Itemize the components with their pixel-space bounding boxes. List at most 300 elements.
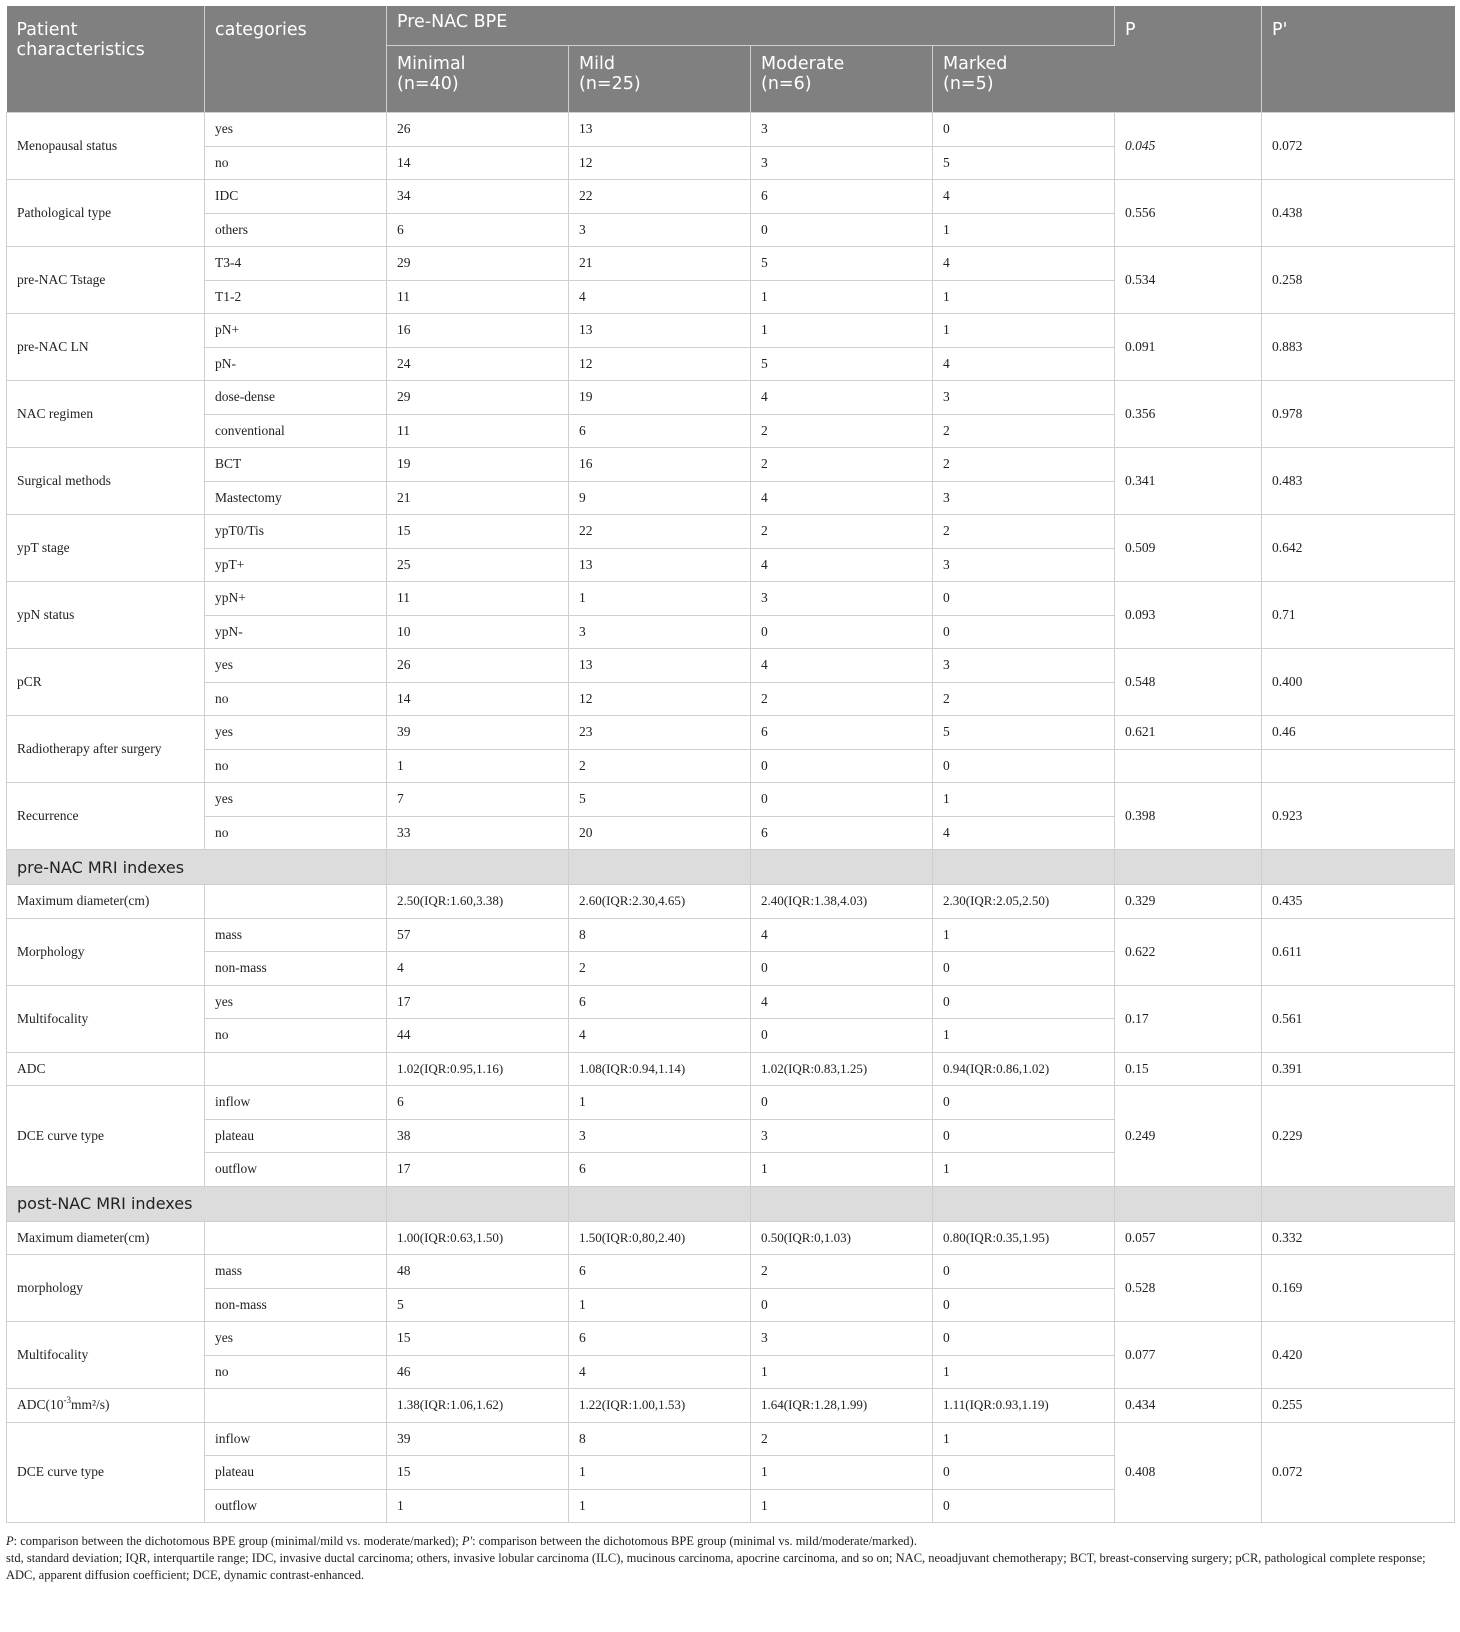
row-value: 25 [387,548,569,582]
row-value: 2 [933,448,1115,482]
table-row [7,885,1455,919]
adc-label-suffix: mm²/s) [71,1397,110,1413]
table-row [7,783,1455,817]
row-value: 3 [933,381,1115,415]
row-value: 57 [387,918,569,952]
row-value: 14 [387,682,569,716]
row-value: 2.60(IQR:2.30,4.65) [569,885,751,919]
row-value: 1.38(IQR:1.06,1.62) [387,1389,569,1423]
row-category: yes [205,1322,387,1356]
row-value: 5 [569,783,751,817]
table-row [7,1322,1455,1356]
adc-label-prefix: ADC(10 [17,1397,64,1413]
row-p-prime-value: 0.923 [1262,783,1455,850]
row-category-empty [205,885,387,919]
row-value: 2 [933,682,1115,716]
row-value: 5 [933,146,1115,180]
row-p-prime-value: 0.561 [1262,985,1455,1052]
section-cell [751,1186,933,1221]
section-cell [1262,1186,1455,1221]
table-row [7,582,1455,616]
row-value: 3 [569,615,751,649]
row-value: 1 [933,1355,1115,1389]
row-category-empty [205,1052,387,1086]
row-p-prime-value: 0.072 [1262,1422,1455,1523]
row-value: 0.50(IQR:0,1.03) [751,1221,933,1255]
row-value: 19 [387,448,569,482]
row-p-value: 0.093 [1115,582,1262,649]
row-value: 2 [933,515,1115,549]
table-row [7,381,1455,415]
header-moderate [751,46,933,113]
table-row [7,749,1455,783]
row-value: 3 [751,113,933,147]
row-category: non-mass [205,1288,387,1322]
row-value: 1 [933,1422,1115,1456]
table-footnotes [6,1533,1454,1584]
row-category-empty [205,1389,387,1423]
row-p-value: 0.249 [1115,1086,1262,1187]
row-value: 1.11(IQR:0.93,1.19) [933,1389,1115,1423]
section-cell [1115,850,1262,885]
row-p-prime-value: 0.978 [1262,381,1455,448]
row-value: 48 [387,1255,569,1289]
header-marked-label: Marked [943,54,1008,74]
row-value: 0 [933,1456,1115,1490]
row-p-value: 0.528 [1115,1255,1262,1322]
row-category: Mastectomy [205,481,387,515]
row-value: 1 [933,1019,1115,1053]
table-row [7,716,1455,750]
section-row [7,1186,1455,1221]
header-minimal-label: Minimal [397,54,466,74]
row-value: 1 [751,1489,933,1523]
row-characteristic: ypT stage [7,515,205,582]
row-value: 1 [751,1153,933,1187]
table-row [7,1221,1455,1255]
row-value: 2 [751,515,933,549]
header-mild-n: (n=25) [579,74,641,94]
header-mild-label: Mild [579,54,615,74]
row-p-prime-value: 0.169 [1262,1255,1455,1322]
row-value: 0.80(IQR:0.35,1.95) [933,1221,1115,1255]
row-value: 4 [387,952,569,986]
row-p-value: 0.556 [1115,180,1262,247]
row-value: 6 [569,985,751,1019]
row-p-value: 0.534 [1115,247,1262,314]
row-value: 7 [387,783,569,817]
row-value: 15 [387,1456,569,1490]
row-category: yes [205,716,387,750]
row-value: 21 [569,247,751,281]
row-value: 1.64(IQR:1.28,1.99) [751,1389,933,1423]
footnote-abbreviations: std, standard deviation; IQR, interquartile range; IDC, invasive ductal carcinoma; others, invasive lobular carcinoma (ILC), mucinous carcinoma, apocrine carcinoma, and so on; NAC, neoadjuvant chemotherapy; BCT, breast-conserving surgery; pCR, pathological complete response; ADC, apparent diffusion coefficient; DCE, dynamic contrast-enhanced. [6,1551,1426,1582]
row-value: 4 [933,247,1115,281]
row-value: 0 [933,952,1115,986]
section-label: post-NAC MRI indexes [7,1186,387,1221]
row-p-prime-value: 0.420 [1262,1322,1455,1389]
row-value: 22 [569,515,751,549]
row-value: 16 [387,314,569,348]
row-value: 0 [933,1489,1115,1523]
header-minimal-n: (n=40) [397,74,459,94]
row-value: 1 [933,1153,1115,1187]
row-value: 2 [569,952,751,986]
row-value: 11 [387,280,569,314]
row-characteristic: Pathological type [7,180,205,247]
row-value: 5 [387,1288,569,1322]
row-category: non-mass [205,952,387,986]
section-label: pre-NAC MRI indexes [7,850,387,885]
row-value: 3 [751,146,933,180]
row-p-prime-value: 0.400 [1262,649,1455,716]
row-p-prime-value: 0.258 [1262,247,1455,314]
row-value: 39 [387,1422,569,1456]
row-p-value: 0.622 [1115,918,1262,985]
row-p-value: 0.509 [1115,515,1262,582]
row-value: 13 [569,548,751,582]
row-p-prime-value: 0.71 [1262,582,1455,649]
section-cell [387,850,569,885]
table-row [7,1422,1455,1456]
row-category: no [205,146,387,180]
row-value: 6 [569,1255,751,1289]
row-characteristic: NAC regimen [7,381,205,448]
row-value: 4 [933,180,1115,214]
row-value: 6 [387,213,569,247]
row-characteristic: Maximum diameter(cm) [7,885,205,919]
row-category: pN+ [205,314,387,348]
row-value: 33 [387,816,569,850]
row-value: 0 [751,783,933,817]
row-value: 1 [387,749,569,783]
header-marked [933,46,1115,113]
row-value: 4 [751,481,933,515]
row-value: 1.02(IQR:0.95,1.16) [387,1052,569,1086]
row-characteristic: pre-NAC LN [7,314,205,381]
row-value: 0 [933,1119,1115,1153]
row-characteristic: ADC [7,1052,205,1086]
row-value: 15 [387,515,569,549]
row-value: 34 [387,180,569,214]
row-value: 4 [751,381,933,415]
section-cell [387,1186,569,1221]
row-category: inflow [205,1086,387,1120]
row-p-prime-value: 0.46 [1262,716,1455,750]
row-p-value: 0.398 [1115,783,1262,850]
row-p-prime-value: 0.883 [1262,314,1455,381]
row-category: others [205,213,387,247]
row-value: 1.00(IQR:0.63,1.50) [387,1221,569,1255]
row-value: 44 [387,1019,569,1053]
table-row [7,1255,1455,1289]
row-characteristic: ypN status [7,582,205,649]
row-value: 24 [387,347,569,381]
row-p-prime-value: 0.255 [1262,1389,1455,1423]
row-category: yes [205,783,387,817]
row-category: pN- [205,347,387,381]
section-cell [569,1186,751,1221]
row-value: 1 [933,918,1115,952]
row-p-prime-value: 0.438 [1262,180,1455,247]
row-value: 0 [933,582,1115,616]
header-mild [569,46,751,113]
row-category: plateau [205,1456,387,1490]
row-value: 13 [569,649,751,683]
row-characteristic: Maximum diameter(cm) [7,1221,205,1255]
row-value: 2 [751,414,933,448]
row-value: 2 [751,1422,933,1456]
row-p-value: 0.17 [1115,985,1262,1052]
row-value: 1 [751,314,933,348]
characteristics-table [6,6,1455,1523]
footnote-p-text: : comparison between the dichotomous BPE group (minimal/mild vs. moderate/marked); [13,1534,462,1548]
row-category: no [205,682,387,716]
row-value: 2 [751,682,933,716]
row-value: 2 [751,448,933,482]
row-value: 5 [751,347,933,381]
row-value: 8 [569,1422,751,1456]
row-category: no [205,1019,387,1053]
row-p-value: 0.091 [1115,314,1262,381]
row-characteristic: Morphology [7,918,205,985]
row-value: 0 [751,1086,933,1120]
row-value: 3 [569,1119,751,1153]
header-p-prime: P' [1262,6,1455,113]
row-value: 2.30(IQR:2.05,2.50) [933,885,1115,919]
row-value: 20 [569,816,751,850]
table-row [7,1052,1455,1086]
header-moderate-label: Moderate [761,54,845,74]
row-p-value: 0.077 [1115,1322,1262,1389]
table-row [7,515,1455,549]
row-value: 1.08(IQR:0.94,1.14) [569,1052,751,1086]
row-p-value: 0.356 [1115,381,1262,448]
row-p-value: 0.341 [1115,448,1262,515]
row-category: T1-2 [205,280,387,314]
row-value: 4 [933,816,1115,850]
row-value: 2.50(IQR:1.60,3.38) [387,885,569,919]
row-value: 29 [387,381,569,415]
section-cell [933,850,1115,885]
table-row [7,247,1455,281]
row-value: 4 [569,280,751,314]
row-value: 6 [569,1322,751,1356]
row-value: 0 [933,1288,1115,1322]
row-value: 4 [751,918,933,952]
row-value: 4 [569,1019,751,1053]
row-p-prime-value: 0.072 [1262,113,1455,180]
row-category: IDC [205,180,387,214]
row-value: 1 [569,1086,751,1120]
row-value: 0 [933,113,1115,147]
row-category: ypN+ [205,582,387,616]
row-value: 2 [933,414,1115,448]
row-value: 3 [569,213,751,247]
row-characteristic: Multifocality [7,985,205,1052]
row-value: 1 [569,1456,751,1490]
table-header [7,6,1455,113]
header-patient-characteristics: Patient characteristics [7,6,205,113]
row-p-value: 0.408 [1115,1422,1262,1523]
footnote-p-symbol: P [6,1534,14,1548]
row-value: 4 [751,985,933,1019]
row-value: 6 [751,180,933,214]
header-marked-n: (n=5) [943,74,994,94]
row-value: 9 [569,481,751,515]
table-row [7,985,1455,1019]
row-p-value: 0.548 [1115,649,1262,716]
row-characteristic: Recurrence [7,783,205,850]
row-value: 6 [751,716,933,750]
row-characteristic: morphology [7,1255,205,1322]
row-value: 0 [933,749,1115,783]
header-pre-nac-bpe: Pre-NAC BPE [387,6,1115,46]
row-characteristic: Radiotherapy after surgery [7,716,205,783]
row-value: 11 [387,582,569,616]
row-value: 3 [751,1119,933,1153]
row-value: 0 [751,213,933,247]
row-value: 14 [387,146,569,180]
row-value: 5 [751,247,933,281]
row-category: plateau [205,1119,387,1153]
row-value: 3 [933,649,1115,683]
row-category: outflow [205,1489,387,1523]
header-minimal [387,46,569,113]
table-row [7,448,1455,482]
row-value: 19 [569,381,751,415]
row-value: 46 [387,1355,569,1389]
table-row [7,314,1455,348]
row-category: T3-4 [205,247,387,281]
row-value: 6 [569,1153,751,1187]
row-characteristic: pCR [7,649,205,716]
row-value: 1 [569,1489,751,1523]
row-p-value: 0.329 [1115,885,1262,919]
row-value: 0 [751,952,933,986]
row-value: 8 [569,918,751,952]
section-cell [1115,1186,1262,1221]
row-value: 3 [933,481,1115,515]
row-category: yes [205,649,387,683]
row-category: ypN- [205,615,387,649]
row-characteristic: pre-NAC Tstage [7,247,205,314]
section-cell [569,850,751,885]
row-value: 13 [569,113,751,147]
footnote-p-prime-text: : comparison between the dichotomous BPE group (minimal vs. mild/moderate/marked). [472,1534,917,1548]
row-value: 3 [751,582,933,616]
row-value: 0 [933,1086,1115,1120]
header-p: P [1115,6,1262,113]
section-row [7,850,1455,885]
row-value: 1 [751,1456,933,1490]
row-value: 4 [751,649,933,683]
row-characteristic: Surgical methods [7,448,205,515]
row-value: 2 [569,749,751,783]
row-p-value: 0.057 [1115,1221,1262,1255]
row-value: 2.40(IQR:1.38,4.03) [751,885,933,919]
row-characteristic: DCE curve type [7,1422,205,1523]
row-p-value: 0.434 [1115,1389,1262,1423]
row-value: 5 [933,716,1115,750]
footnote-p-definitions [6,1533,1454,1550]
row-value: 12 [569,347,751,381]
footnote-p-prime-symbol: P' [461,1534,473,1548]
row-value: 0 [751,1019,933,1053]
row-value: 3 [751,1322,933,1356]
row-category: mass [205,1255,387,1289]
row-characteristic: Menopausal status [7,113,205,180]
row-value: 1 [569,582,751,616]
row-value: 17 [387,1153,569,1187]
row-value: 0 [751,615,933,649]
row-value: 6 [569,414,751,448]
row-category: mass [205,918,387,952]
row-value: 1.22(IQR:1.00,1.53) [569,1389,751,1423]
adc-label-exponent: -3 [63,1395,71,1406]
row-value: 1.50(IQR:0,80,2.40) [569,1221,751,1255]
row-category: ypT0/Tis [205,515,387,549]
row-category: dose-dense [205,381,387,415]
section-cell [933,1186,1115,1221]
table-row [7,918,1455,952]
row-value: 12 [569,682,751,716]
row-value: 4 [569,1355,751,1389]
table-row [7,180,1455,214]
section-cell [751,850,933,885]
row-value: 23 [569,716,751,750]
row-p-prime-value: 0.332 [1262,1221,1455,1255]
row-category: outflow [205,1153,387,1187]
row-p-prime-value: 0.611 [1262,918,1455,985]
table-body [7,113,1455,1523]
header-categories: categories [205,6,387,113]
row-p-prime-value: 0.483 [1262,448,1455,515]
row-value: 0.94(IQR:0.86,1.02) [933,1052,1115,1086]
row-category: conventional [205,414,387,448]
table-row [7,113,1455,147]
row-category: no [205,816,387,850]
table-container [6,6,1454,1584]
row-value: 38 [387,1119,569,1153]
row-category-empty [205,1221,387,1255]
row-value: 0 [751,749,933,783]
row-value: 26 [387,113,569,147]
row-value: 1 [751,280,933,314]
row-value: 1 [569,1288,751,1322]
table-row [7,1086,1455,1120]
row-value: 1 [751,1355,933,1389]
table-row [7,649,1455,683]
row-value: 17 [387,985,569,1019]
row-value: 29 [387,247,569,281]
row-p-prime-value: 0.642 [1262,515,1455,582]
row-p-prime-value: 0.391 [1262,1052,1455,1086]
row-value: 1.02(IQR:0.83,1.25) [751,1052,933,1086]
row-p-prime-value: 0.435 [1262,885,1455,919]
section-cell [1262,850,1455,885]
row-characteristic: Multifocality [7,1322,205,1389]
row-category: no [205,749,387,783]
row-characteristic: DCE curve type [7,1086,205,1187]
row-value: 1 [933,783,1115,817]
row-category: inflow [205,1422,387,1456]
row-category: yes [205,985,387,1019]
row-value: 1 [387,1489,569,1523]
row-p-value: 0.045 [1115,113,1262,180]
row-value: 26 [387,649,569,683]
row-p-value: 0.621 [1115,716,1262,750]
